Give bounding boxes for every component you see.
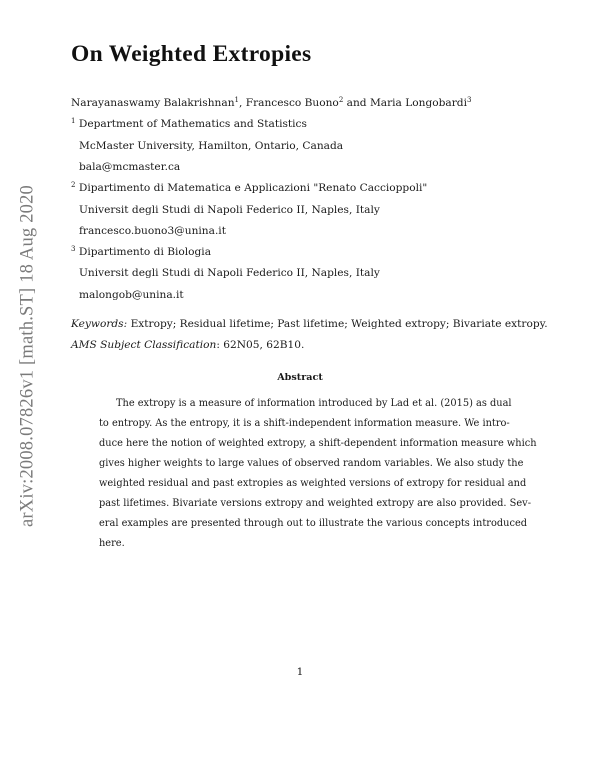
affiliation-department: Department of Mathematics and Statistics xyxy=(78,118,307,130)
ams-classification-line xyxy=(71,339,304,351)
affiliation-email: malongob@unina.it xyxy=(79,289,184,301)
affiliation-institution: Universit degli Studi di Napoli Federico II, Naples, Italy xyxy=(79,267,380,279)
ams-codes: : 62N05, 62B10. xyxy=(216,339,305,351)
abstract-line: past lifetimes. Bivariate versions extropy and weighted extropy are also provided. Sev- xyxy=(99,498,532,509)
page-number: 1 xyxy=(296,666,304,678)
abstract-heading: Abstract xyxy=(277,372,323,383)
author-list xyxy=(71,97,471,109)
arxiv-stamp-text: arXiv:2008.07826v1 [math.ST] 18 Aug 2020 xyxy=(17,184,38,528)
abstract-line: to entropy. As the entropy, it is a shift-independent information measure. We intro- xyxy=(99,418,510,429)
affiliation-institution: McMaster University, Hamilton, Ontario, Canada xyxy=(79,140,344,152)
affiliation-email: bala@mcmaster.ca xyxy=(79,161,181,173)
affiliation-1-heading xyxy=(71,118,307,130)
keywords-label: Keywords: xyxy=(71,318,128,330)
abstract-line: eral examples are presented through out to illustrate the various concepts introduced xyxy=(99,518,528,529)
affiliation-3-heading xyxy=(71,246,211,258)
affiliation-mark: 2 xyxy=(338,96,344,104)
abstract-line: gives higher weights to large values of observed random variables. We also study the xyxy=(99,458,524,469)
author-name: Narayanaswamy Balakrishnan xyxy=(71,97,235,109)
affiliation-mark: 1 xyxy=(71,117,76,125)
author-separator: , xyxy=(239,97,246,109)
abstract-line: weighted residual and past extropies as weighted versions of extropy for residual and xyxy=(99,478,527,489)
affiliation-department: Dipartimento di Biologia xyxy=(78,246,212,258)
affiliation-institution: Universit degli Studi di Napoli Federico II, Naples, Italy xyxy=(79,204,380,216)
author-name: Francesco Buono xyxy=(245,97,339,109)
affiliation-department: Dipartimento di Matematica e Applicazioni "Renato Caccioppoli" xyxy=(78,182,428,194)
arxiv-identifier-stamp xyxy=(8,176,48,536)
affiliation-mark: 3 xyxy=(71,245,76,253)
paper-title: On Weighted Extropies xyxy=(71,41,312,67)
abstract-line: here. xyxy=(99,538,125,549)
affiliation-mark: 1 xyxy=(234,96,239,104)
author-name: Maria Longobardi xyxy=(369,97,467,109)
keywords-line xyxy=(71,318,548,330)
keywords-text: Extropy; Residual lifetime; Past lifetime; Weighted extropy; Bivariate extropy. xyxy=(130,318,548,330)
abstract-line: The extropy is a measure of information introduced by Lad et al. (2015) as dual xyxy=(116,398,512,409)
ams-label: AMS Subject Classification xyxy=(71,339,217,351)
abstract-line: duce here the notion of weighted extropy, a shift-dependent information measure which xyxy=(99,438,537,449)
affiliation-mark: 3 xyxy=(466,96,472,104)
affiliation-email: francesco.buono3@unina.it xyxy=(79,225,226,237)
affiliation-mark: 2 xyxy=(71,181,76,189)
author-separator: and xyxy=(343,97,370,109)
affiliation-2-heading xyxy=(71,182,427,194)
